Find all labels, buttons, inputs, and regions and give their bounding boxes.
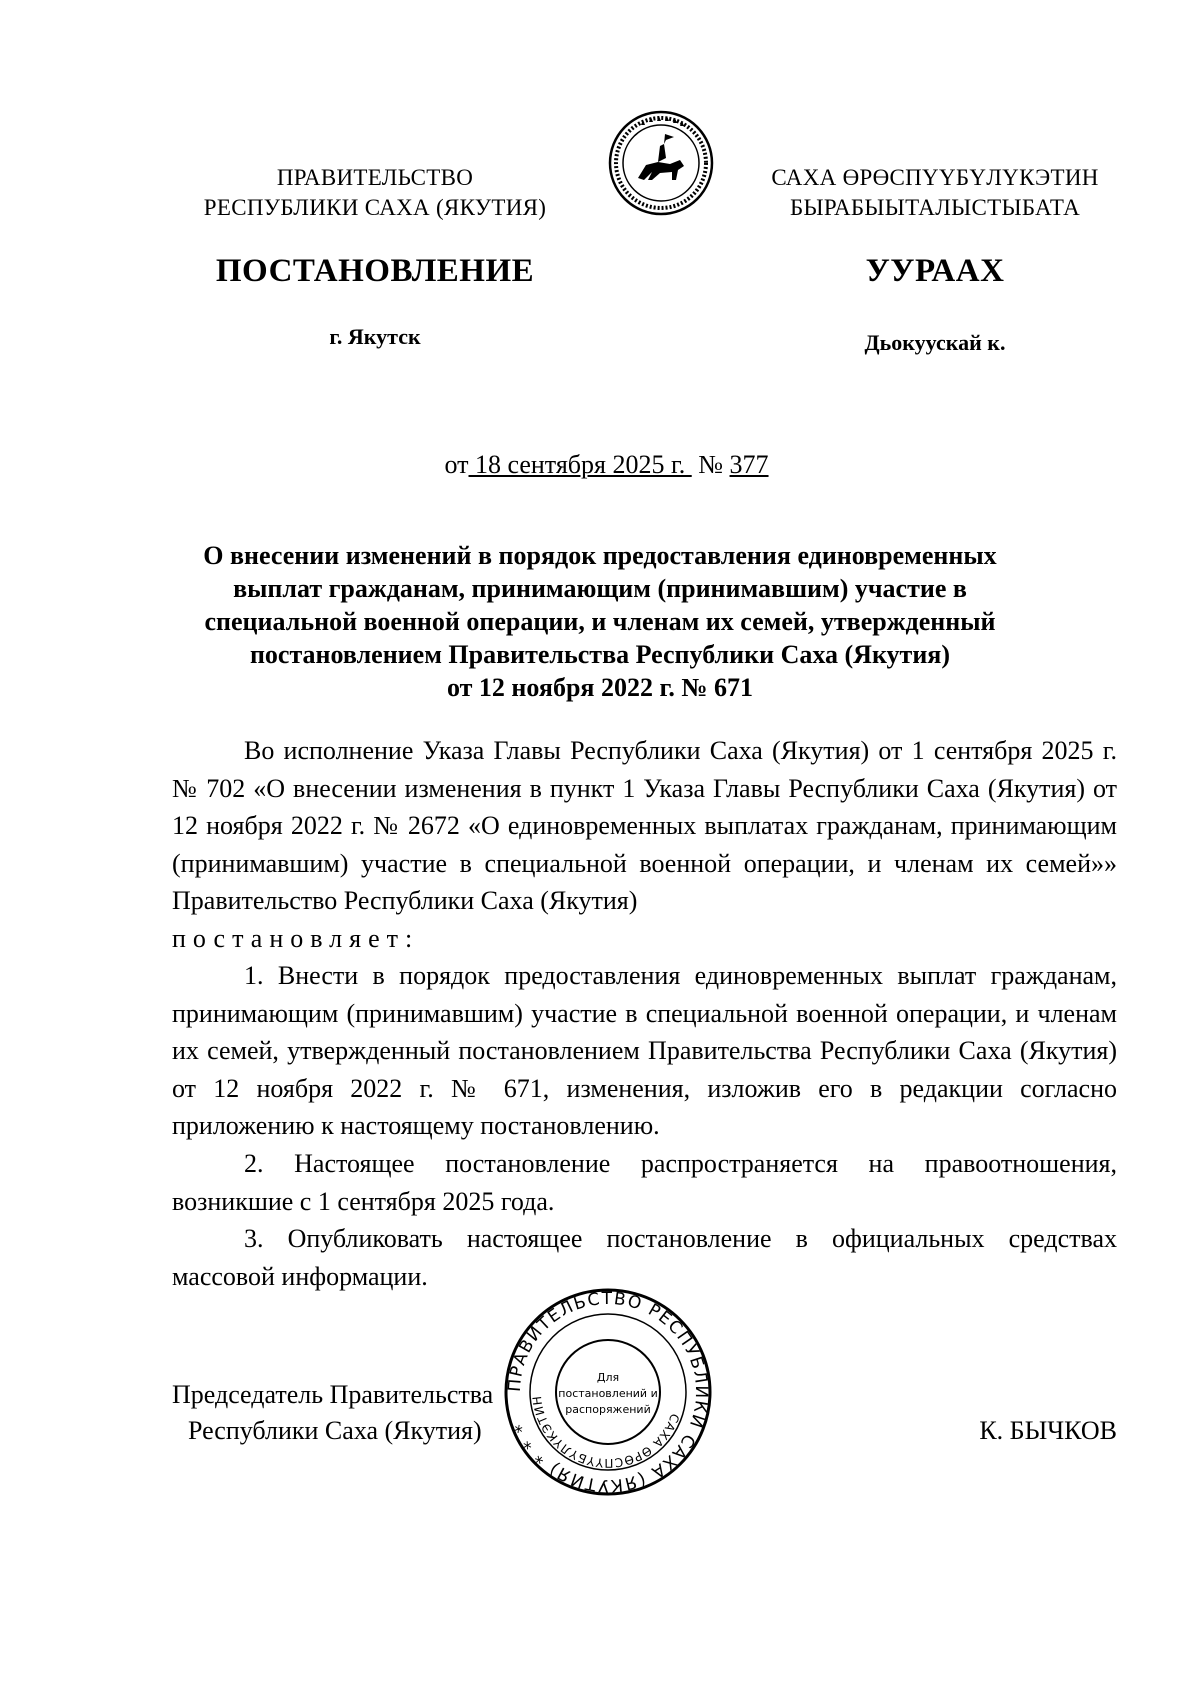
gov-name-line2: РЕСПУБЛИКИ САХА (ЯКУТИЯ) xyxy=(203,195,547,220)
title-line: О внесении изменений в порядок предоставления единовременных xyxy=(203,541,997,570)
gov-name-sakha-line1: САХА ӨРӨСПҮҮБҮЛҮКЭТИН xyxy=(771,165,1099,190)
intro-text: Во исполнение Указа Главы Республики Саха (Якутия) от 1 сентября 2025 г. № 702 «О внесении изменения в пункт 1 Указа Главы Республики Саха (Якутия) от 12 ноября 2022 г. № 2672 «О единовременных выплатах гражданам, принимающим (принимавшим) участие в специальной военной операции, и членам их семей»» Правительство Республики Саха (Якутия) xyxy=(172,736,1117,915)
stamp-inner-text: САХА ӨРӨСПҮҮБҮЛҮКЭТИН xyxy=(529,1394,683,1471)
gov-name-line1: ПРАВИТЕЛЬСТВО xyxy=(276,165,474,190)
doc-date: 18 сентября 2025 г. xyxy=(468,450,692,479)
doc-title xyxy=(100,539,1100,704)
title-line: специальной военной операции, и членам их семей, утвержденный xyxy=(204,607,996,636)
gov-name-sakha-line2: БЫРАБЫЫТАЛЫСТЫБАТА xyxy=(789,195,1081,220)
stamp-center-line3: распоряжений xyxy=(565,1403,651,1416)
header-right xyxy=(740,163,1130,223)
intro-paragraph xyxy=(172,732,1117,920)
decree-word: постановляет: xyxy=(172,924,420,953)
signatory-name: К. БЫЧКОВ xyxy=(979,1416,1117,1445)
header-left xyxy=(180,163,570,223)
official-stamp xyxy=(503,1287,713,1497)
signatory-position xyxy=(172,1377,532,1449)
stamp-outer-text: ПРАВИТЕЛЬСТВО РЕСПУБЛИКИ САХА (ЯКУТИЯ) * * * xyxy=(504,1288,712,1496)
item-3: 3. Опубликовать настоящее постановление в официальных средствах массовой информации. xyxy=(172,1224,1117,1291)
title-line: выплат гражданам, принимающим (принимавшим) участие в xyxy=(233,574,967,603)
city-sakha: Дьокуускай к. xyxy=(864,330,1006,355)
stamp-center-line2: постановлений и xyxy=(558,1387,658,1400)
position-line2: Республики Саха (Якутия) xyxy=(188,1416,482,1445)
title-line: постановлением Правительства Республики Саха (Якутия) xyxy=(249,640,951,669)
doc-type-ru: ПОСТАНОВЛЕНИЕ xyxy=(215,253,535,289)
position-line1: Председатель Правительства xyxy=(172,1380,494,1409)
title-line: от 12 ноября 2022 г. № 671 xyxy=(446,673,753,702)
item-1: 1. Внести в порядок предоставления единовременных выплат гражданам, принимающим (принимавшим) участие в специальной военной операции, и членам их семей, утвержденный постановлением Правительства Республики Саха (Якутия) от 12 ноября 2022 г. № 671, изменения, изложив его в редакции согласно приложению к настоящему постановлению. xyxy=(172,961,1117,1140)
coat-of-arms-icon xyxy=(608,110,714,216)
date-prefix: от xyxy=(444,450,469,479)
date-line xyxy=(0,420,1200,480)
city-ru: г. Якутск xyxy=(329,324,421,349)
item-2: 2. Настоящее постановление распространяется на правоотношения, возникшие с 1 сентября 2025 года. xyxy=(172,1149,1117,1216)
doc-type-sakha: УУРААХ xyxy=(865,253,1005,289)
stamp-center-line1: Для xyxy=(596,1371,620,1384)
number-sign: № xyxy=(698,450,724,479)
doc-number: 377 xyxy=(729,450,769,479)
